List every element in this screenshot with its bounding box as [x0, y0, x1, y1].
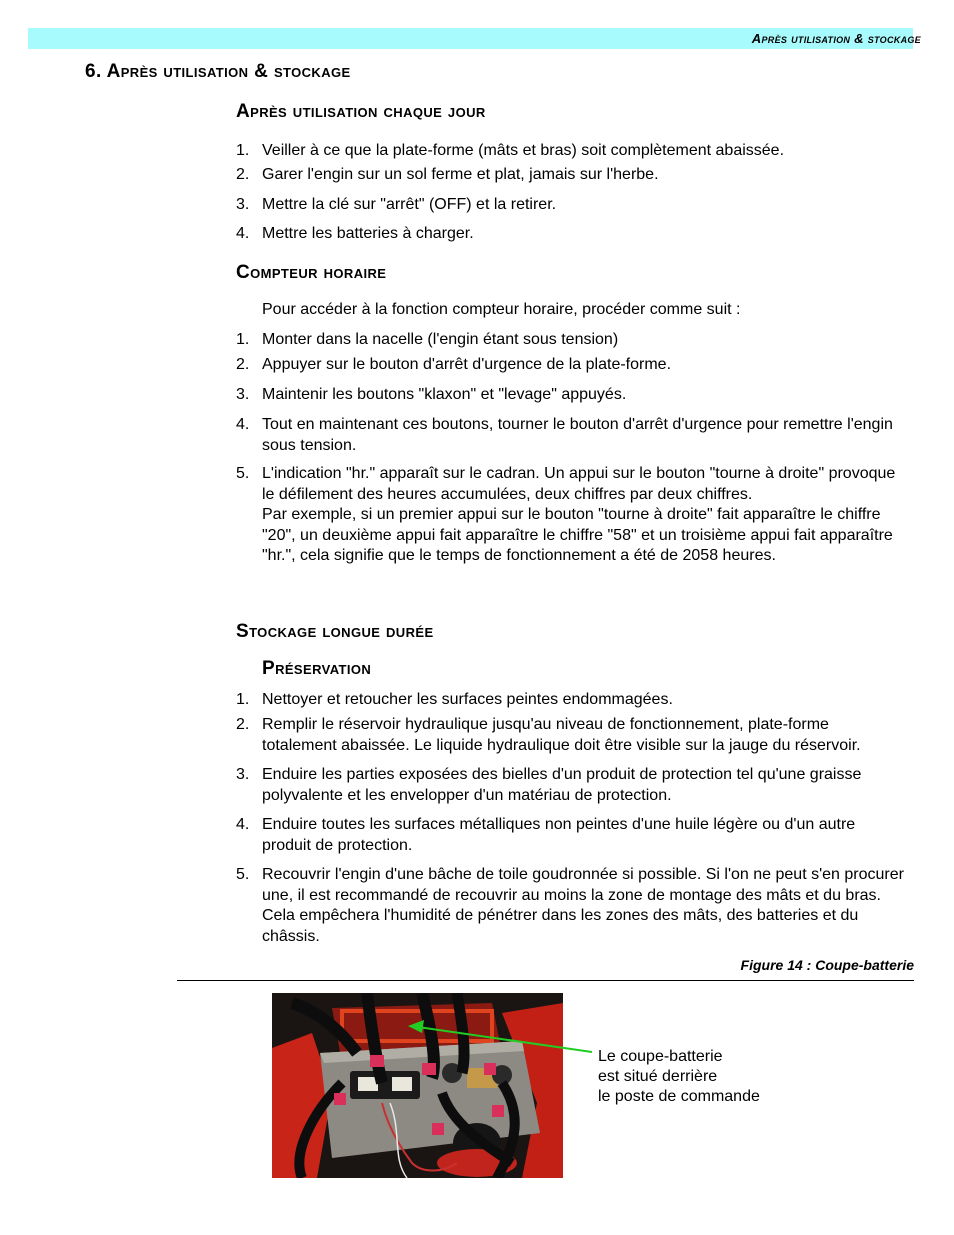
list-item: 3. Maintenir les boutons "klaxon" et "levage" appuyés.	[236, 386, 627, 403]
list-item: 5. L'indication "hr." apparaît sur le cadran. Un appui sur le bouton "tourne à droite" provoque le défilement des heures accumulées, deux chiffres par deux chiffres. Par exemple, si un premier appui sur le bouton "tourne à droite" fait apparaître le chiffre "20", un deuxième appui fait apparaître le chiffre "58" et un troisième appui fait apparaître "hr.", cela signifie que le temps de fonctionnement a été de 2058 heures.	[236, 465, 896, 564]
battery-disconnect-photo	[272, 993, 563, 1178]
list-item: 4. Tout en maintenant ces boutons, tourner le bouton d'arrêt d'urgence pour remettre l'engin sous tension.	[236, 416, 893, 454]
list-item: 5. Recouvrir l'engin d'une bâche de toile goudronnée si possible. Si l'on ne peut s'en procurer une, il est recommandé de recouvrir au moins la zone de montage des mâts et du bras. Cela empêchera l'humidité de pénétrer dans les zones des mâts, des batteries et du châssis.	[236, 866, 904, 945]
list-item: 4. Mettre les batteries à charger.	[236, 225, 474, 242]
section-title-storage: Stockage longue durée	[236, 621, 434, 642]
hour-meter-intro: Pour accéder à la fonction compteur horaire, procéder comme suit :	[262, 301, 741, 318]
running-header: Après utilisation & stockage	[751, 31, 921, 46]
divider	[177, 980, 914, 981]
list-item: 2. Remplir le réservoir hydraulique jusqu'au niveau de fonctionnement, plate-forme totalement abaissée. Le liquide hydraulique doit être visible sur la jauge du réservoir.	[236, 716, 861, 754]
callout-line: le poste de commande	[598, 1088, 760, 1105]
list-item: 2. Garer l'engin sur un sol ferme et plat, jamais sur l'herbe.	[236, 166, 659, 183]
list-item: 2. Appuyer sur le bouton d'arrêt d'urgence de la plate-forme.	[236, 356, 672, 373]
list-item: 3. Enduire les parties exposées des bielles d'un produit de protection tel qu'une graisse polyvalente et les envelopper d'un matériau de protection.	[236, 766, 862, 804]
list-item: 1. Nettoyer et retoucher les surfaces peintes endommagées.	[236, 691, 673, 708]
callout-line: Le coupe-batterie	[598, 1048, 723, 1065]
section-title-daily: Après utilisation chaque jour	[236, 101, 486, 122]
subsection-title-preservation: Préservation	[262, 658, 372, 679]
list-item: 1. Monter dans la nacelle (l'engin étant sous tension)	[236, 331, 619, 348]
figure-callout	[598, 1047, 760, 1107]
list-item: 3. Mettre la clé sur "arrêt" (OFF) et la retirer.	[236, 196, 557, 213]
figure-caption: Figure 14 : Coupe-batterie	[740, 957, 914, 973]
section-title-hour-meter: Compteur horaire	[236, 262, 387, 283]
callout-line: est situé derrière	[598, 1068, 718, 1085]
chapter-title: 6. Après utilisation & stockage	[85, 61, 351, 82]
list-item: 4. Enduire toutes les surfaces métalliques non peintes d'une huile légère ou d'un autre produit de protection.	[236, 816, 856, 854]
list-item: 1. Veiller à ce que la plate-forme (mâts et bras) soit complètement abaissée.	[236, 142, 785, 159]
